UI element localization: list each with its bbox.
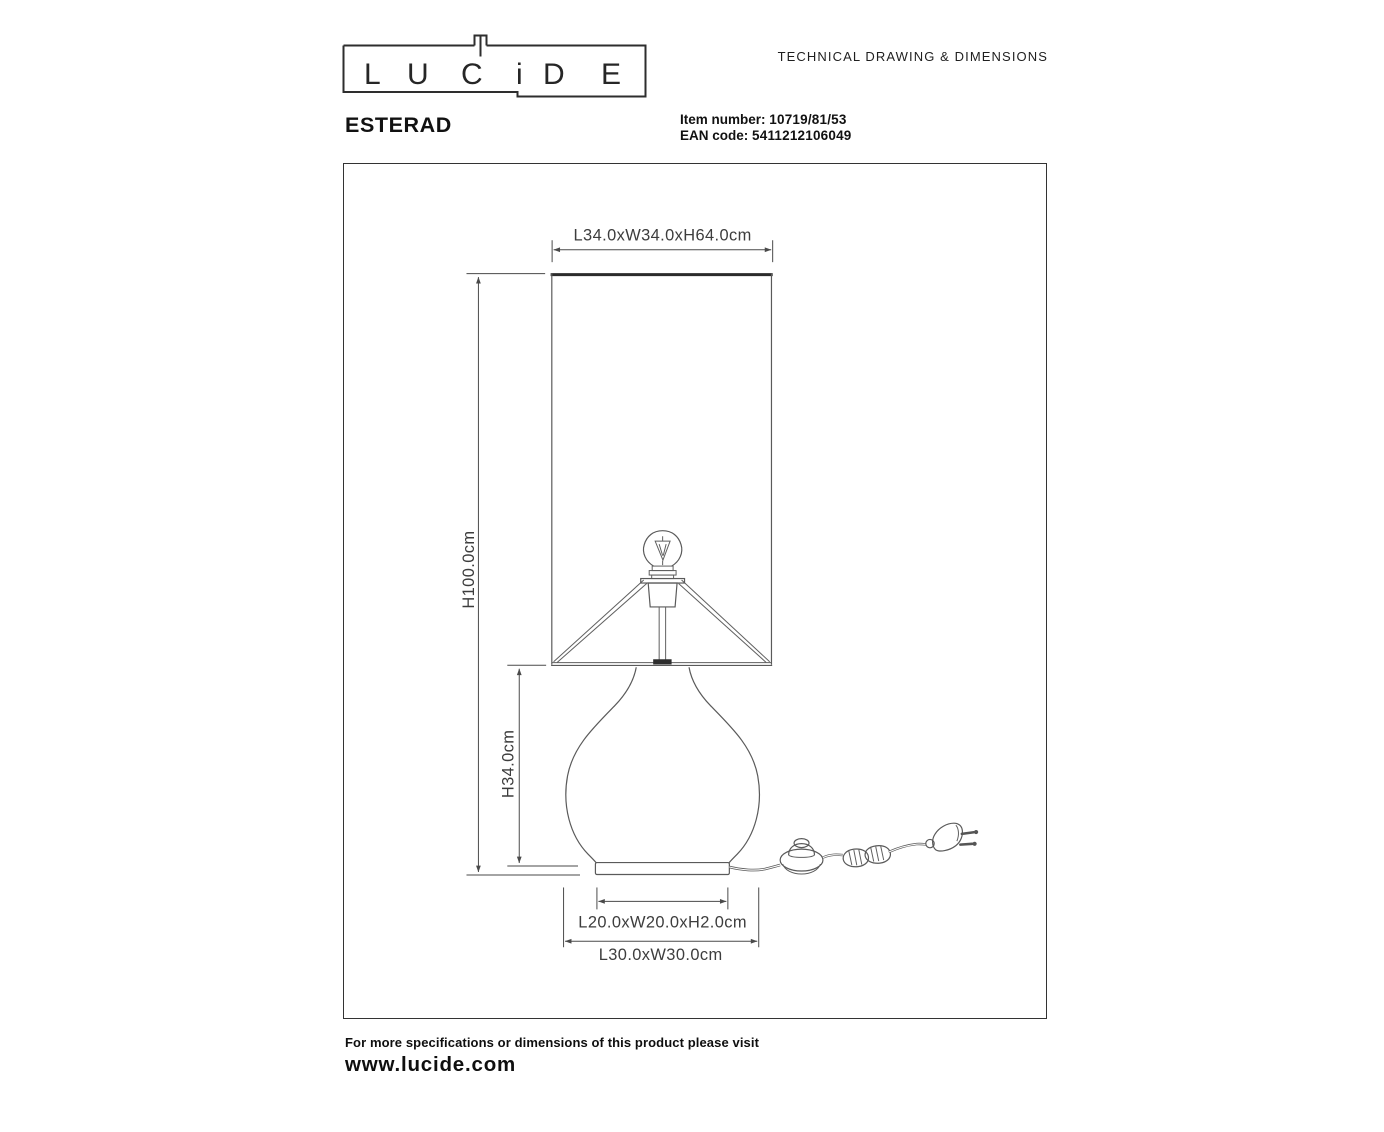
lamp-stem [653, 607, 671, 664]
cable-bundle-1 [843, 849, 868, 867]
dimension-total-height [460, 274, 580, 875]
socket-flange [641, 579, 685, 583]
item-number-label: Item number: [680, 112, 766, 127]
cable-bundle-2 [865, 846, 890, 864]
item-number-value: 10719/81/53 [769, 112, 847, 127]
logo-letter-e: E [601, 58, 622, 91]
logo-letter-l: L [364, 58, 381, 91]
power-cord [729, 823, 978, 874]
power-plug [926, 823, 978, 851]
product-name: ESTERAD [345, 113, 452, 137]
item-number-row [680, 112, 852, 128]
ean-value: 5411212106049 [752, 127, 852, 143]
footer-note: For more specifications or dimensions of this product please visit [345, 1035, 760, 1050]
drawing-frame [343, 163, 1047, 1019]
socket-cup [648, 583, 677, 607]
lamp-body [566, 667, 760, 863]
dimension-body-width-label: L30.0xW30.0cm [598, 946, 723, 965]
logo-letter-u: U [407, 58, 429, 91]
foot-switch [780, 839, 823, 874]
bulb-filament [655, 541, 670, 560]
plug-pin [960, 844, 972, 845]
lamp-base-plate [595, 863, 729, 875]
dimension-base-plate-label: L20.0xW20.0xH2.0cm [578, 913, 747, 932]
shade-frame-cone [554, 580, 770, 662]
lamp-technical-drawing [344, 164, 1046, 1018]
logo-letters [364, 58, 621, 91]
lamp-socket [641, 566, 685, 607]
logo-letter-i: i [516, 58, 523, 91]
dimension-body-height-label: H34.0cm [499, 729, 518, 799]
lucide-logo [340, 28, 652, 104]
stem-collar [653, 659, 671, 664]
dimension-total-height-label: H100.0cm [459, 530, 478, 609]
dimension-body-height [499, 665, 578, 866]
ean-label: EAN code: [680, 127, 749, 143]
dimension-shade-label: L34.0xW34.0xH64.0cm [573, 226, 752, 245]
plug-pin [962, 832, 974, 834]
document-title: TECHNICAL DRAWING & DIMENSIONS [777, 49, 1048, 64]
logo-letter-d: D [543, 58, 565, 91]
footer-website: www.lucide.com [345, 1053, 517, 1076]
footer [345, 1035, 759, 1077]
light-bulb-icon [643, 531, 681, 566]
dimension-base-plate [578, 887, 747, 931]
ean-row [680, 128, 852, 144]
dimension-shade [552, 227, 773, 262]
logo-letter-c: C [461, 58, 483, 91]
product-meta [680, 112, 852, 143]
